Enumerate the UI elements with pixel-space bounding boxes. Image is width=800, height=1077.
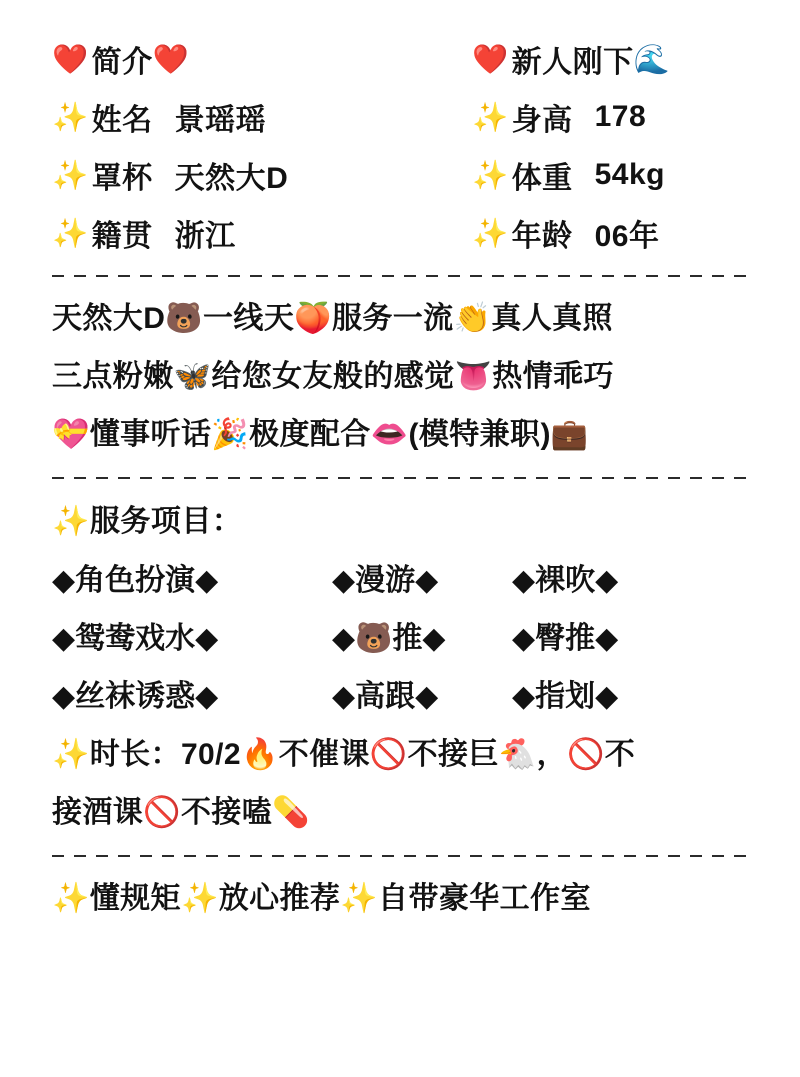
profile-row-intro xyxy=(52,30,472,88)
divider-2 xyxy=(52,477,748,479)
sparkle-icon: ✨ xyxy=(52,157,89,192)
service-item: ◆鸳鸯戏水◆ xyxy=(52,622,219,655)
profile-value-hometown: 浙江 xyxy=(174,220,236,253)
profile-label-age: 年龄 xyxy=(511,220,573,253)
profile-label-height: 身高 xyxy=(511,104,573,137)
profile-row-cup xyxy=(52,146,472,204)
services-grid xyxy=(52,552,748,726)
profile-row-height xyxy=(472,88,748,146)
wave-icon: 🌊 xyxy=(633,41,671,76)
service-item: ◆臀推◆ xyxy=(512,622,619,655)
description-line: 三点粉嫩🦋给您女友般的感觉👅热情乖巧 xyxy=(52,360,614,393)
profile-info-grid xyxy=(52,30,748,262)
service-item: ◆裸吹◆ xyxy=(512,564,619,597)
sparkle-icon: ✨ xyxy=(52,215,89,250)
profile-label-cup: 罩杯 xyxy=(91,162,153,195)
services-title xyxy=(52,492,748,552)
profile-label-new-arrival: 新人刚下 xyxy=(511,46,634,79)
heart-icon: ❤️ xyxy=(152,41,190,76)
profile-value-age: 06年 xyxy=(594,220,660,253)
divider-3 xyxy=(52,855,748,857)
service-item: ◆🐻推◆ xyxy=(332,622,446,655)
profile-row-age xyxy=(472,204,748,262)
profile-row-name xyxy=(52,88,472,146)
services-title-text: 服务项目： xyxy=(89,505,243,538)
sparkle-icon: ✨ xyxy=(472,157,509,192)
sparkle-icon: ✨ xyxy=(52,504,90,539)
profile-label-intro: 简介 xyxy=(91,46,153,79)
sparkle-icon: ✨ xyxy=(472,99,509,134)
service-item: ◆丝袜诱惑◆ xyxy=(52,680,219,713)
profile-value-name: 景瑶瑶 xyxy=(174,104,267,137)
profile-label-hometown: 籍贯 xyxy=(91,220,153,253)
sparkle-icon: ✨ xyxy=(472,215,509,250)
footer-text: ✨懂规矩✨放心推荐✨自带豪华工作室 xyxy=(52,882,591,915)
notes-line: 接酒课🚫不接嗑💊 xyxy=(52,796,310,829)
heart-icon: ❤️ xyxy=(472,41,509,76)
description-block xyxy=(52,290,748,464)
service-item: ◆高跟◆ xyxy=(332,680,439,713)
profile-value-height: 178 xyxy=(594,100,647,133)
heart-icon: ❤️ xyxy=(52,41,89,76)
profile-label-name: 姓名 xyxy=(91,104,153,137)
service-item: ◆漫游◆ xyxy=(332,564,439,597)
divider-1 xyxy=(52,275,748,277)
profile-row-new-arrival xyxy=(472,30,748,88)
notes-line: ✨时长：70/2🔥不催课🚫不接巨🐔，🚫不 xyxy=(52,738,636,771)
sparkle-icon: ✨ xyxy=(52,99,89,134)
profile-label-weight: 体重 xyxy=(511,162,573,195)
profile-value-weight: 54kg xyxy=(594,158,665,191)
profile-value-cup: 天然大D xyxy=(174,162,289,195)
description-line: 💝懂事听话🎉极度配合👄(模特兼职)💼 xyxy=(52,418,589,451)
service-item: ◆指划◆ xyxy=(512,680,619,713)
service-item: ◆角色扮演◆ xyxy=(52,564,219,597)
profile-row-weight xyxy=(472,146,748,204)
services-block xyxy=(52,492,748,842)
profile-row-hometown xyxy=(52,204,472,262)
description-line: 天然大D🐻一线天🍑服务一流👏真人真照 xyxy=(52,302,613,335)
